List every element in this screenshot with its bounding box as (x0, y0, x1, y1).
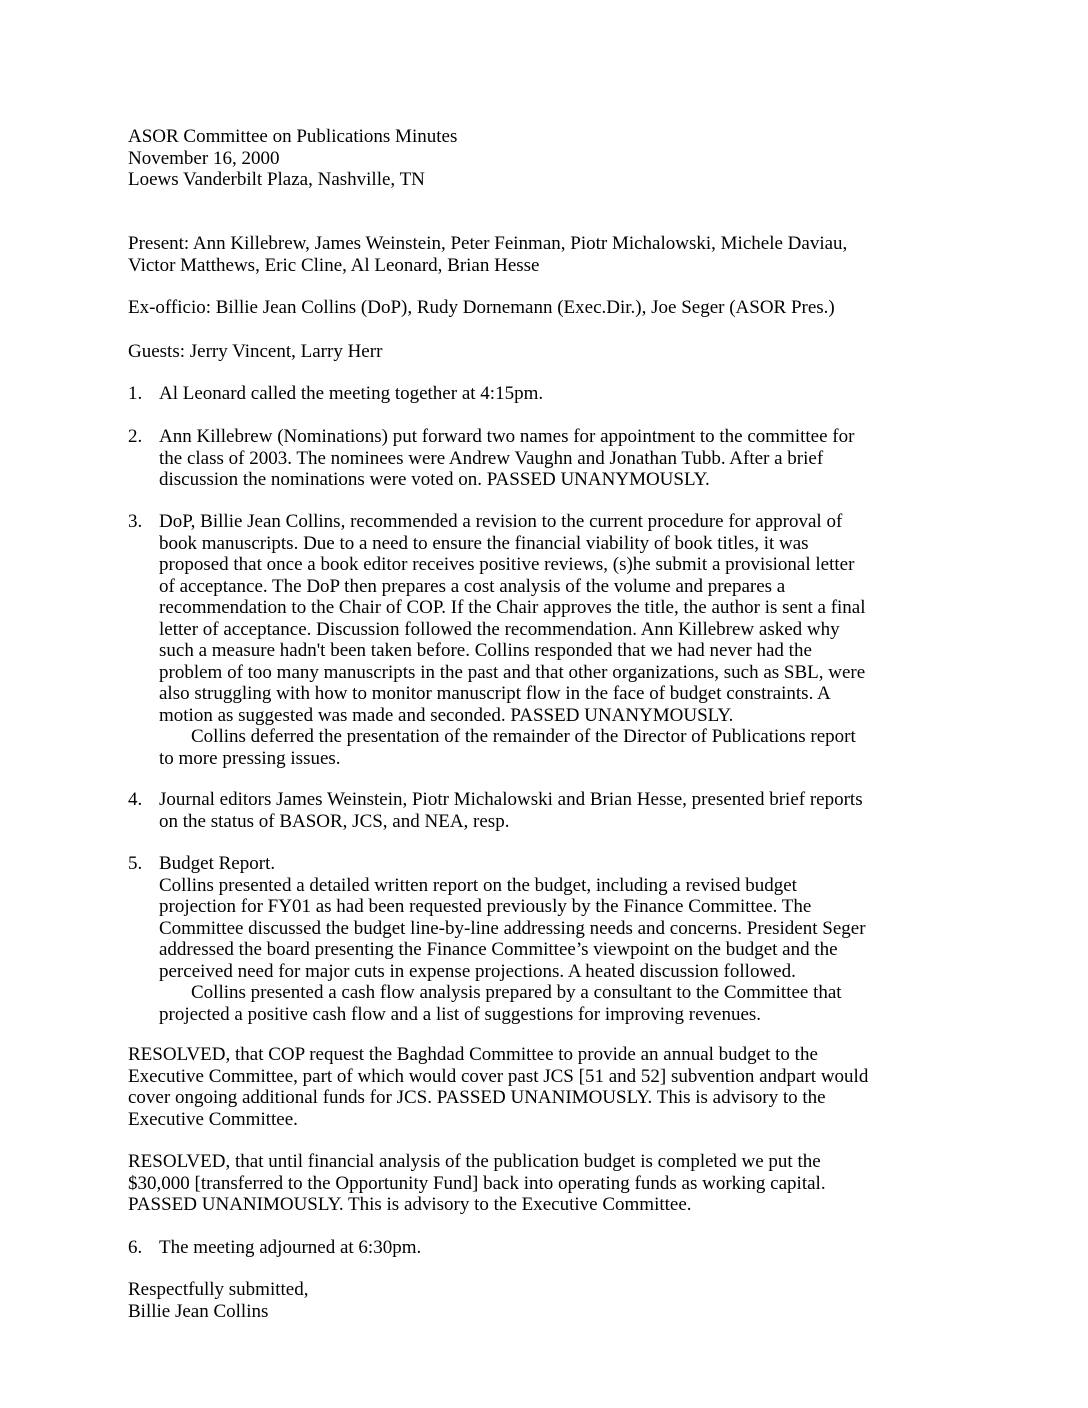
item-number: 4. (128, 789, 143, 810)
meeting-date: November 16, 2000 (128, 147, 280, 169)
item-text: Al Leonard called the meeting together at 4:15pm. (159, 383, 544, 404)
item-heading: Budget Report. (159, 853, 276, 874)
item-text: The meeting adjourned at 6:30pm. (159, 1237, 422, 1258)
resolution-1: RESOLVED, that COP request the Baghdad Committee to provide an annual budget to the Executive Committee, part of which would cover past JCS [51 and 52] subvention andpart would cover ongoing additional funds for JCS. PASSED UNANIMOUSLY. This is advisory to the Executive Committee. (128, 1044, 869, 1130)
present-line: Victor Matthews, Eric Cline, Al Leonard, Brian Hesse (128, 254, 540, 276)
signoff-author: Billie Jean Collins (128, 1300, 269, 1322)
item-number: 1. (128, 383, 143, 404)
item-number: 6. (128, 1237, 143, 1258)
item-text: Journal editors James Weinstein, Piotr Michalowski and Brian Hesse, presented brief reports on the status of BASOR, JCS, and NEA, resp. (159, 789, 863, 832)
item-number: 5. (128, 853, 143, 874)
item-text: Ann Killebrew (Nominations) put forward two names for appointment to the committee for the class of 2003. The nominees were Andrew Vaughn and Jonathan Tubb. After a brief discussion the nominations were voted on. PASSED UNANYMOUSLY. (159, 426, 855, 490)
item-number: 2. (128, 426, 143, 447)
document-title: ASOR Committee on Publications Minutes (128, 126, 458, 147)
guests-list: Guests: Jerry Vincent, Larry Herr (128, 341, 383, 362)
document-header (128, 126, 968, 191)
present-list (128, 233, 968, 276)
resolution-2: RESOLVED, that until financial analysis of the publication budget is completed we put the $30,000 [transferred to the Opportunity Fund] back into operating funds as working capital. PASSED UNANIMOUSLY. This is advisory to the Executive Committee. (128, 1151, 826, 1215)
signoff-closing: Respectfully submitted, (128, 1279, 309, 1300)
item-text: Budget Report. Collins presented a detailed written report on the budget, including a revised budget projection for FY01 as had been requested previously by the Finance Committee. The Committee discussed the budget line-by-line addressing needs and concerns. President Seger addressed the board presenting the Finance Committee’s viewpoint on the budget and the perceived need for major cuts in expense projections. A heated discussion followed. Collins presented a cash flow analysis prepared by a consultant to the Committee that projected a positive cash flow and a list of suggestions for improving revenues. (159, 853, 969, 1025)
meeting-location: Loews Vanderbilt Plaza, Nashville, TN (128, 169, 425, 190)
present-line: Present: Ann Killebrew, James Weinstein, Peter Feinman, Piotr Michalowski, Michele Daviau, (128, 233, 848, 254)
ex-officio-list: Ex-officio: Billie Jean Collins (DoP), Rudy Dornemann (Exec.Dir.), Joe Seger (ASOR Pres.) (128, 297, 835, 318)
item-number: 3. (128, 511, 143, 532)
item-text: DoP, Billie Jean Collins, recommended a revision to the current procedure for approval of book manuscripts. Due to a need to ensure the financial viability of book titles, it was proposed that once a book editor receives positive reviews, (s)he submit a provisional letter of acceptance. The DoP then prepares a cost analysis of the volume and prepares a recommendation to the Chair of COP. If the Chair approves the title, the author is sent a final letter of acceptance. Discussion followed the recommendation. Ann Killebrew asked why such a measure hadn't been taken before. Collins responded that we had never had the problem of too many manuscripts in the past and that other organizations, such as SBL, were also struggling with how to monitor manuscript flow in the face of budget constraints. A motion as suggested was made and seconded. PASSED UNANYMOUSLY. Collins deferred the presentation of the remainder of the Director of Publications report to more pressing issues. (159, 511, 866, 769)
signoff (128, 1279, 968, 1322)
